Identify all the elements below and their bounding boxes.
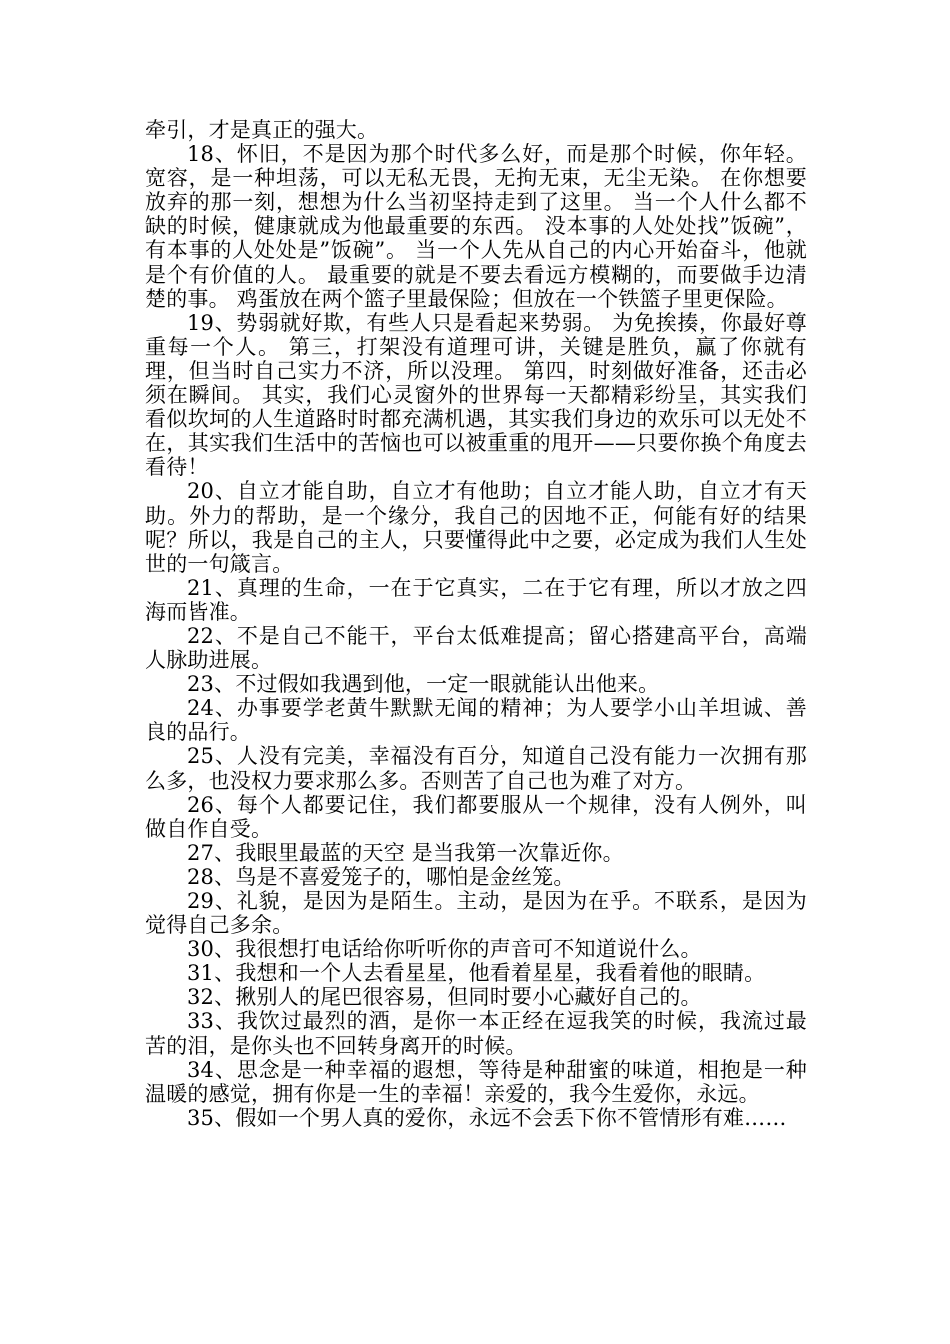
paragraph-35: 35、假如一个男人真的爱你，永远不会丢下你不管情形有难…… bbox=[187, 1105, 787, 1130]
paragraph-continuation: 牵引，才是真正的强大。 bbox=[145, 118, 379, 142]
paragraph-18: 18、怀旧，不是因为那个时代多么好，而是那个时候，你年轻。 宽容，是一种坦荡，可以无私无畏，无拘无束，无尘无染。 在你想要放弃的那一刻，想想为什么当初坚持走到了这里。 当一个人什么都不缺的时候，健康就成为他最重要的东西。 没本事的人处处找”饭碗”，有本事的人处处是”饭碗”。 当一个人先从自己的内心开始奋斗，他就是个有价值的人。 最重要的就是不要去看远方模糊的，而要做手边清楚的事。 鸡蛋放在两个篮子里最保险；但放在一个铁篮子里更保险。 bbox=[145, 142, 807, 311]
paragraph-21: 21、真理的生命，一在于它真实，二在于它有理，所以才放之四海而皆准。 bbox=[145, 575, 807, 624]
paragraph-32: 32、揪别人的尾巴很容易，但同时要小心藏好自己的。 bbox=[187, 985, 702, 1010]
paragraph-33: 33、我饮过最烈的酒，是你一本正经在逗我笑的时候，我流过最苦的泪，是你头也不回转身离开的时候。 bbox=[145, 1009, 807, 1058]
paragraph-31: 31、我想和一个人去看星星，他看着星星，我看着他的眼睛。 bbox=[187, 961, 766, 986]
paragraph-24: 24、办事要学老黄牛默默无闻的精神；为人要学小山羊坦诚、善良的品行。 bbox=[145, 696, 807, 745]
paragraph-27: 27、我眼里最蓝的天空 是当我第一次靠近你。 bbox=[187, 840, 624, 865]
paragraph-30: 30、我很想打电话给你听听你的声音可不知道说什么。 bbox=[187, 937, 702, 962]
paragraph-19: 19、势弱就好欺，有些人只是看起来势弱。 为免挨揍，你最好尊重每一个人。 第三，打架没有道理可讲，关键是胜负，赢了你就有理，但当时自己实力不济，所以没理。 第四，时刻做好准备，还击必须在瞬间。 其实，我们心灵窗外的世界每一天都精彩纷呈，其实我们看似坎坷的人生道路时时都充满机遇，其实我们身边的欢乐可以无处不在，其实我们生活中的苦恼也可以被重重的甩开——只要你换个角度去看待！ bbox=[145, 310, 807, 480]
document-body bbox=[145, 118, 807, 1130]
paragraph-29: 29、礼貌，是因为是陌生。主动，是因为在乎。不联系，是因为觉得自己多余。 bbox=[145, 889, 807, 938]
paragraph-25: 25、人没有完美，幸福没有百分，知道自己没有能力一次拥有那么多，也没权力要求那么多。否则苦了自己也为难了对方。 bbox=[145, 744, 807, 793]
paragraph-23: 23、不过假如我遇到他，一定一眼就能认出他来。 bbox=[187, 672, 660, 697]
paragraph-34: 34、思念是一种幸福的遐想，等待是种甜蜜的味道，相抱是一种温暖的感觉，拥有你是一生的幸福！亲爱的，我今生爱你，永远。 bbox=[145, 1057, 807, 1106]
paragraph-28: 28、鸟是不喜爱笼子的，哪怕是金丝笼。 bbox=[187, 864, 575, 889]
paragraph-26: 26、每个人都要记住，我们都要服从一个规律，没有人例外，叫做自作自受。 bbox=[145, 792, 807, 841]
paragraph-20: 20、自立才能自助，自立才有他助；自立才能人助，自立才有天助。外力的帮助，是一个缘分，我自己的因地不正，何能有好的结果呢？所以，我是自己的主人，只要懂得此中之要，必定成为我们人生处世的一句箴言。 bbox=[145, 479, 807, 576]
paragraph-22: 22、不是自己不能干，平台太低难提高；留心搭建高平台，高端人脉助进展。 bbox=[145, 623, 807, 673]
